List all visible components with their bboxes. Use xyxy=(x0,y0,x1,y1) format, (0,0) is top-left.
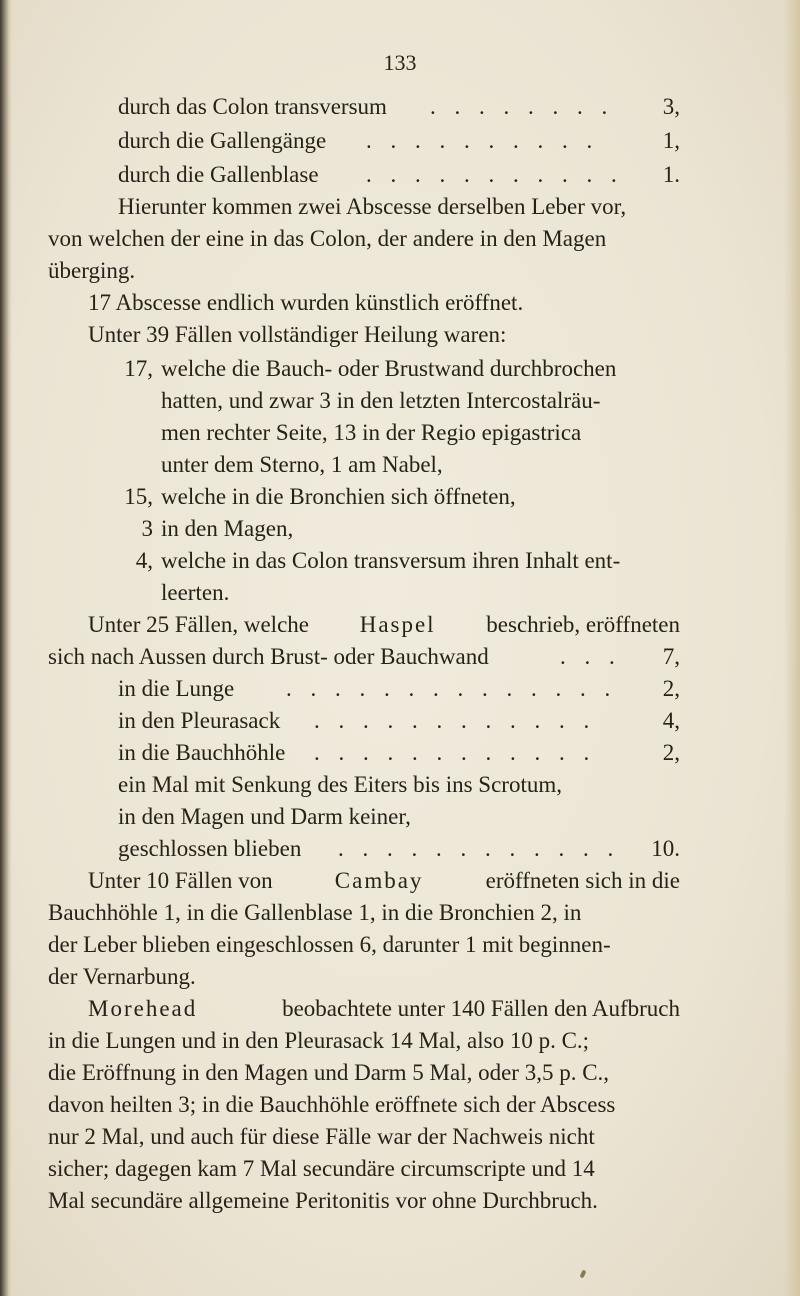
line-text: Mal secundäre allgemeine Peritonitis vor ohne Durchbruch. xyxy=(48,1188,598,1213)
line-text: Unter 39 Fällen vollständiger Heilung waren: xyxy=(88,322,507,347)
line-value: 10. xyxy=(651,836,680,861)
text-line xyxy=(118,158,680,191)
text-line xyxy=(118,800,680,833)
text-line xyxy=(118,124,680,157)
text-line xyxy=(88,864,680,897)
line-value: 3, xyxy=(662,94,680,119)
line-value: 7, xyxy=(662,644,680,669)
line-text: in den Magen und Darm keiner, xyxy=(118,804,411,829)
text-line xyxy=(48,640,680,673)
list-item xyxy=(48,480,680,513)
list-number: 15, xyxy=(124,484,153,509)
author-name: Cambay xyxy=(334,868,424,893)
line-text: von welchen der eine in das Colon, der andere in den Magen xyxy=(48,226,607,251)
line-text: in die Lungen und in den Pleurasack 14 Mal, also 10 p. C.; xyxy=(48,1028,590,1053)
line-text: 17 Abscesse endlich wurden künstlich eröffnet. xyxy=(88,290,524,315)
list-number: 17, xyxy=(124,356,153,381)
line-value: 4, xyxy=(662,708,680,733)
text-line xyxy=(118,736,680,769)
line-text: beschrieb, eröffneten xyxy=(486,612,680,637)
text-line xyxy=(118,768,680,801)
author-name: Haspel xyxy=(359,612,436,637)
line-text: Hierunter kommen zwei Abscesse derselben Leber vor, xyxy=(118,194,627,219)
text-line xyxy=(48,222,680,255)
line-text: hatten, und zwar 3 in den letzten Intercostalräu- xyxy=(161,388,601,413)
line-text: in die Bauchhöhle xyxy=(118,740,286,765)
text-line xyxy=(118,832,680,865)
leader-dots: . . . . . . . . . . . . xyxy=(314,740,596,765)
author-name: Morehead xyxy=(88,996,198,1021)
text-line xyxy=(48,928,680,961)
list-item xyxy=(48,352,680,385)
text-line xyxy=(48,1088,680,1121)
list-number: 3 xyxy=(141,516,153,541)
list-number: 4, xyxy=(135,548,153,573)
leader-dots: . . . . . . . . xyxy=(430,94,614,119)
line-text: leerten. xyxy=(161,580,230,605)
leader-dots: . . . . . . . . . . . . . . xyxy=(286,676,617,701)
text-line xyxy=(48,1120,680,1153)
line-text: welche in das Colon transversum ihren Inhalt ent- xyxy=(161,548,621,573)
text-line xyxy=(118,190,680,223)
line-text: in die Lunge xyxy=(118,676,235,701)
text-line xyxy=(88,286,680,319)
line-text: Unter 10 Fällen von xyxy=(88,868,273,893)
line-text: men rechter Seite, 13 in der Regio epigastrica xyxy=(161,420,582,445)
text-line xyxy=(48,1024,680,1057)
line-text: ein Mal mit Senkung des Eiters bis ins Scrotum, xyxy=(118,772,562,797)
leader-dots: . . . . . . . . . . . . xyxy=(338,836,620,861)
text-line xyxy=(118,90,680,123)
line-text: sicher; dagegen kam 7 Mal secundäre circumscripte und 14 xyxy=(48,1156,595,1181)
line-text: der Leber blieben eingeschlossen 6, darunter 1 mit beginnen- xyxy=(48,932,611,957)
text-line xyxy=(48,896,680,929)
leader-dots: . . . . . . . . . . . . xyxy=(314,708,596,733)
line-text: durch die Gallengänge xyxy=(118,128,327,153)
page-number: 133 xyxy=(383,50,417,75)
line-text: in den Pleurasack xyxy=(118,708,281,733)
leader-dots: . . . . . . . . . . . xyxy=(366,162,624,187)
text-line xyxy=(48,960,680,993)
line-text: Bauchhöhle 1, in die Gallenblase 1, in die Bronchien 2, in xyxy=(48,900,582,925)
text-line xyxy=(48,1056,680,1089)
line-text: nur 2 Mal, und auch für diese Fälle war der Nachweis nicht xyxy=(48,1124,595,1149)
leader-dots: . . . . . . . . . . xyxy=(366,128,599,153)
line-text: überging. xyxy=(48,258,136,283)
leader-dots: . . . xyxy=(560,644,622,669)
page-binding-shadow xyxy=(0,0,12,1296)
text-line xyxy=(161,416,680,449)
line-text: eröffneten sich in die xyxy=(485,868,680,893)
line-value: 2, xyxy=(662,740,680,765)
line-text: sich nach Aussen durch Brust- oder Bauchwand xyxy=(48,644,489,669)
text-line xyxy=(161,576,680,609)
text-line xyxy=(88,992,680,1025)
page-edge-stain xyxy=(784,0,800,1296)
line-text: davon heilten 3; in die Bauchhöhle eröffnete sich der Abscess xyxy=(48,1092,616,1117)
line-text: der Vernarbung. xyxy=(48,964,196,989)
text-line xyxy=(118,704,680,737)
text-line xyxy=(118,672,680,705)
line-text: beobachtete unter 140 Fällen den Aufbruch xyxy=(282,996,680,1021)
line-text: in den Magen, xyxy=(161,516,294,541)
line-value: 1, xyxy=(662,128,680,153)
line-text: durch die Gallenblase xyxy=(118,162,319,187)
line-value: 2, xyxy=(662,676,680,701)
text-line xyxy=(88,608,680,641)
text-line xyxy=(48,1184,680,1217)
line-text: durch das Colon transversum xyxy=(118,94,387,119)
text-line xyxy=(161,448,680,481)
line-text: unter dem Sterno, 1 am Nabel, xyxy=(161,452,443,477)
line-value: 1. xyxy=(662,162,680,187)
ink-speck xyxy=(579,1270,586,1279)
text-line xyxy=(88,318,680,351)
line-text: welche in die Bronchien sich öffneten, xyxy=(161,484,516,509)
text-line xyxy=(48,254,680,287)
text-line xyxy=(48,1152,680,1185)
list-item xyxy=(48,512,680,545)
line-text: Unter 25 Fällen, welche xyxy=(88,612,309,637)
list-item xyxy=(48,544,680,577)
line-text: die Eröffnung in den Magen und Darm 5 Mal, oder 3,5 p. C., xyxy=(48,1060,610,1085)
line-text: welche die Bauch- oder Brustwand durchbrochen xyxy=(161,356,617,381)
text-line xyxy=(161,384,680,417)
line-text: geschlossen blieben xyxy=(118,836,302,861)
